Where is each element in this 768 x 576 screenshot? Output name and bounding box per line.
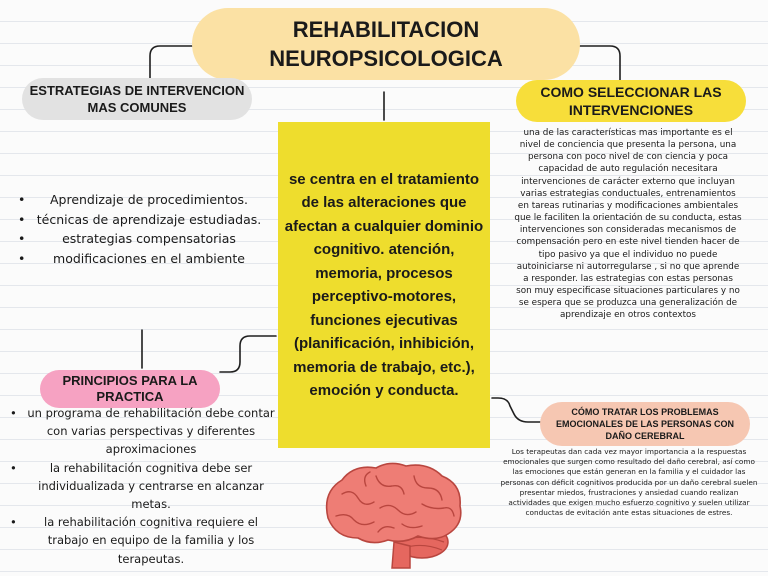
emotional-title: CÓMO TRATAR LOS PROBLEMAS EMOCIONALES DE LAS PERSONAS CON DAÑO CEREBRAL	[555, 407, 735, 441]
page-title: REHABILITACION NEUROPSICOLOGICA	[269, 17, 503, 71]
list-item: • la rehabilitación cognitiva requiere el trabajo en equipo de la familia y los terapeutas.	[26, 513, 276, 568]
list-item: • la rehabilitación cognitiva debe ser individualizada y centrarse en alcanzar metas.	[26, 459, 276, 514]
list-item: • un programa de rehabilitación debe contar con varias perspectivas y diferentes aproximaciones	[26, 404, 276, 459]
strategies-title: ESTRATEGIAS DE INTERVENCION MAS COMUNES	[29, 83, 245, 115]
principles-heading	[40, 370, 220, 408]
center-definition: se centra en el tratamiento de las alteraciones que afectan a cualquier dominio cognitivo. atención, memoria, procesos perceptivo-motores, funciones ejecutivas (planificación, inhibición, memoria de trabajo, etc.), emoción y conducta.	[284, 170, 484, 399]
emotional-heading	[540, 402, 750, 446]
list-item: • Aprendizaje de procedimientos.	[34, 190, 264, 210]
emotional-text: Los terapeutas dan cada vez mayor importancia a la respuestas emocionales que surgen como resultado del daño cerebral, así como las emociones que están generan en la familia y el cuidador las personas con déficit cognitivos producida por un daño cerebral suelen presentar miedos, frustraciones y ansiedad cuando realizan actividades que exigen mucho esfuerzo cognitivo y suelen utilizar conductas de evitación ante estas situaciones de estres.	[500, 447, 758, 518]
center-definition-box	[278, 122, 490, 448]
list-item: • técnicas de aprendizaje estudiadas.	[34, 210, 264, 230]
select-title: COMO SELECCIONAR LAS INTERVENCIONES	[540, 84, 722, 118]
select-heading	[516, 80, 746, 122]
brain-icon	[318, 458, 468, 570]
list-item: • modificaciones en el ambiente	[34, 249, 264, 269]
principles-list	[26, 404, 276, 568]
select-text: una de las características mas importante es el nivel de conciencia que presenta la persona, una persona con poco nivel de con ciencia y poca capacidad de auto regulación necesitara intervenciones de carácter externo que incluyan varias estrategias conductuales, entrenamientos en tareas rutinarias y modificaciones ambientales que le faciliten la orientación de su conducta, estas intervenciones son consideradas mecanismos de compensación pero en este nivel tienden hacer de tipo pasivo ya que el individuo no puede autoiniciarse ni autorregularse , si no que aprende a responder. las estrategias con estas personas son muy especificase situaciones particulares y no se espera que se produzca una generalización de aprendizaje en otros contextos	[514, 128, 742, 321]
strategies-list	[34, 190, 264, 268]
list-item: • estrategias compensatorias	[34, 229, 264, 249]
principles-title: PRINCIPIOS PARA LA PRACTICA	[62, 373, 198, 404]
strategies-heading	[22, 78, 252, 120]
title-pill	[192, 8, 580, 80]
